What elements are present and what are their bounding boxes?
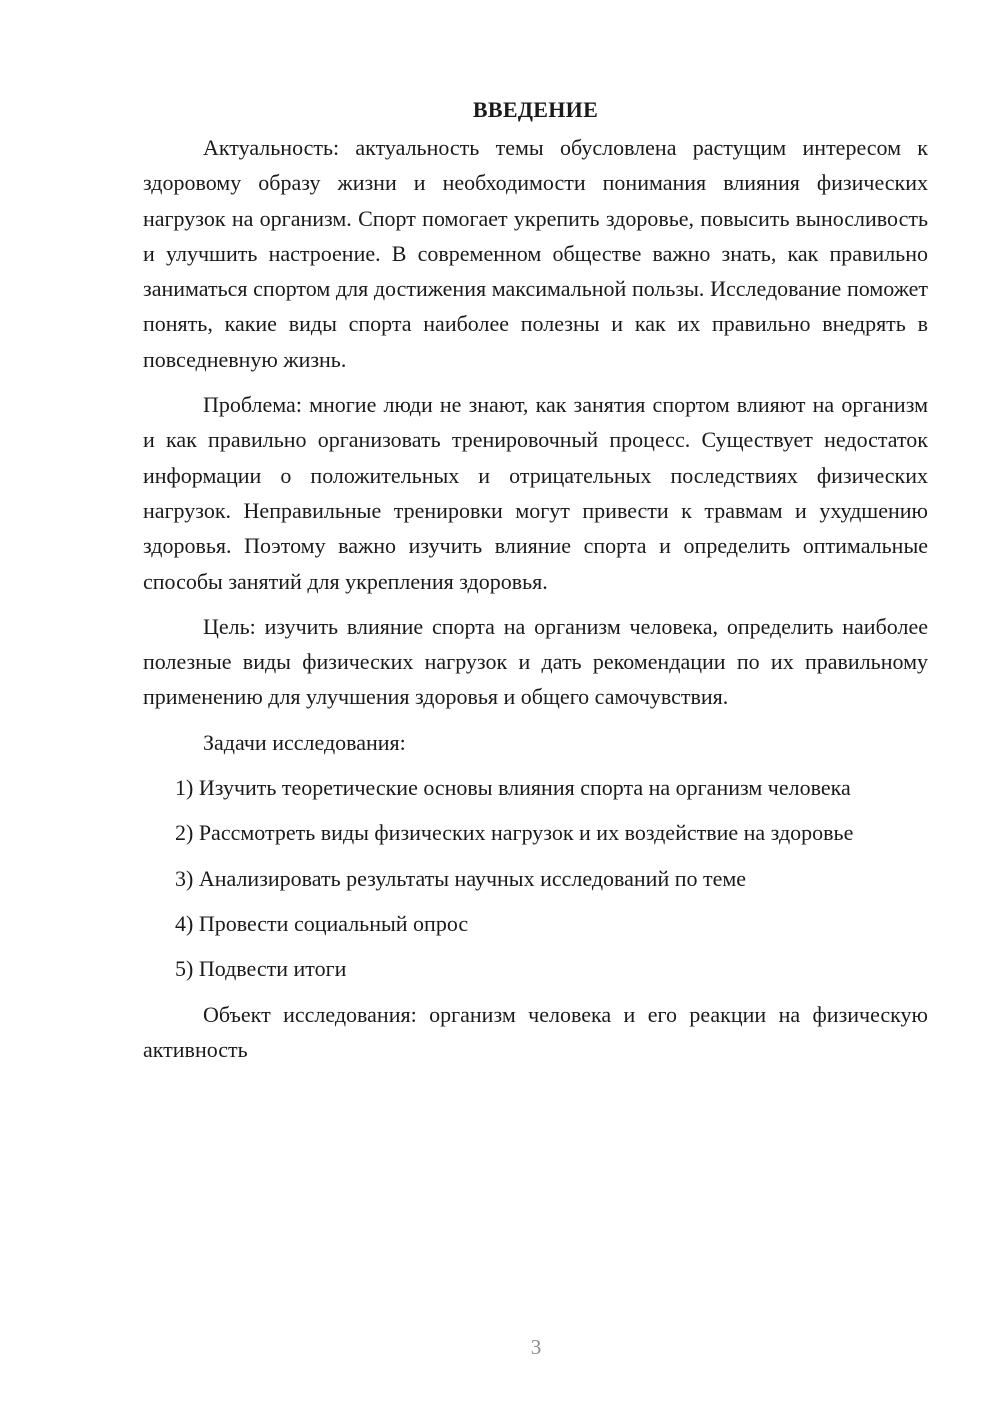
paragraph-problem: Проблема: многие люди не знают, как занятия спортом влияют на организм и как правильно организовать тренировочный процесс. Существует недостаток информации о положительных и отрицательных последствиях физических нагрузок. Неправильные тренировки могут привести к травмам и ухудшению здоровья. Поэтому важно изучить влияние спорта и определить оптимальные способы занятий для укрепления здоровья. (143, 392, 928, 594)
paragraph-goal: Цель: изучить влияние спорта на организм человека, определить наиболее полезные виды физических нагрузок и дать рекомендации по их правильному применению для улучшения здоровья и общего самочувствия. (143, 613, 928, 710)
list-item: 1) Изучить теоретические основы влияния спорта на организм человека (175, 775, 851, 801)
paragraph-relevance: Актуальность: актуальность темы обусловлена растущим интересом к здоровому образу жизни и необходимости понимания влияния физических нагрузок на организм. Спорт помогает укрепить здоровье, повысить выносливость и улучшить настроение. В современном обществе важно знать, как правильно заниматься спортом для достижения максимальной пользы. Исследование поможет понять, какие виды спорта наиболее полезны и как их правильно внедрять в повседневную жизнь. (143, 135, 928, 372)
list-item: 3) Анализировать результаты научных исследований по теме (175, 865, 747, 891)
list-item: 4) Провести социальный опрос (175, 910, 469, 936)
tasks-list (143, 770, 928, 986)
page-number: 3 (530, 1335, 542, 1359)
document-title: ВВЕДЕНИЕ (472, 97, 599, 122)
document-page (143, 92, 928, 1077)
paragraph-object: Объект исследования: организм человека и его реакции на физическую активность (143, 1001, 928, 1062)
list-item: 2) Рассмотреть виды физических нагрузок и их воздействие на здоровье (175, 820, 854, 846)
list-item: 5) Подвести итоги (175, 956, 347, 982)
tasks-heading: Задачи исследования: (203, 729, 406, 755)
